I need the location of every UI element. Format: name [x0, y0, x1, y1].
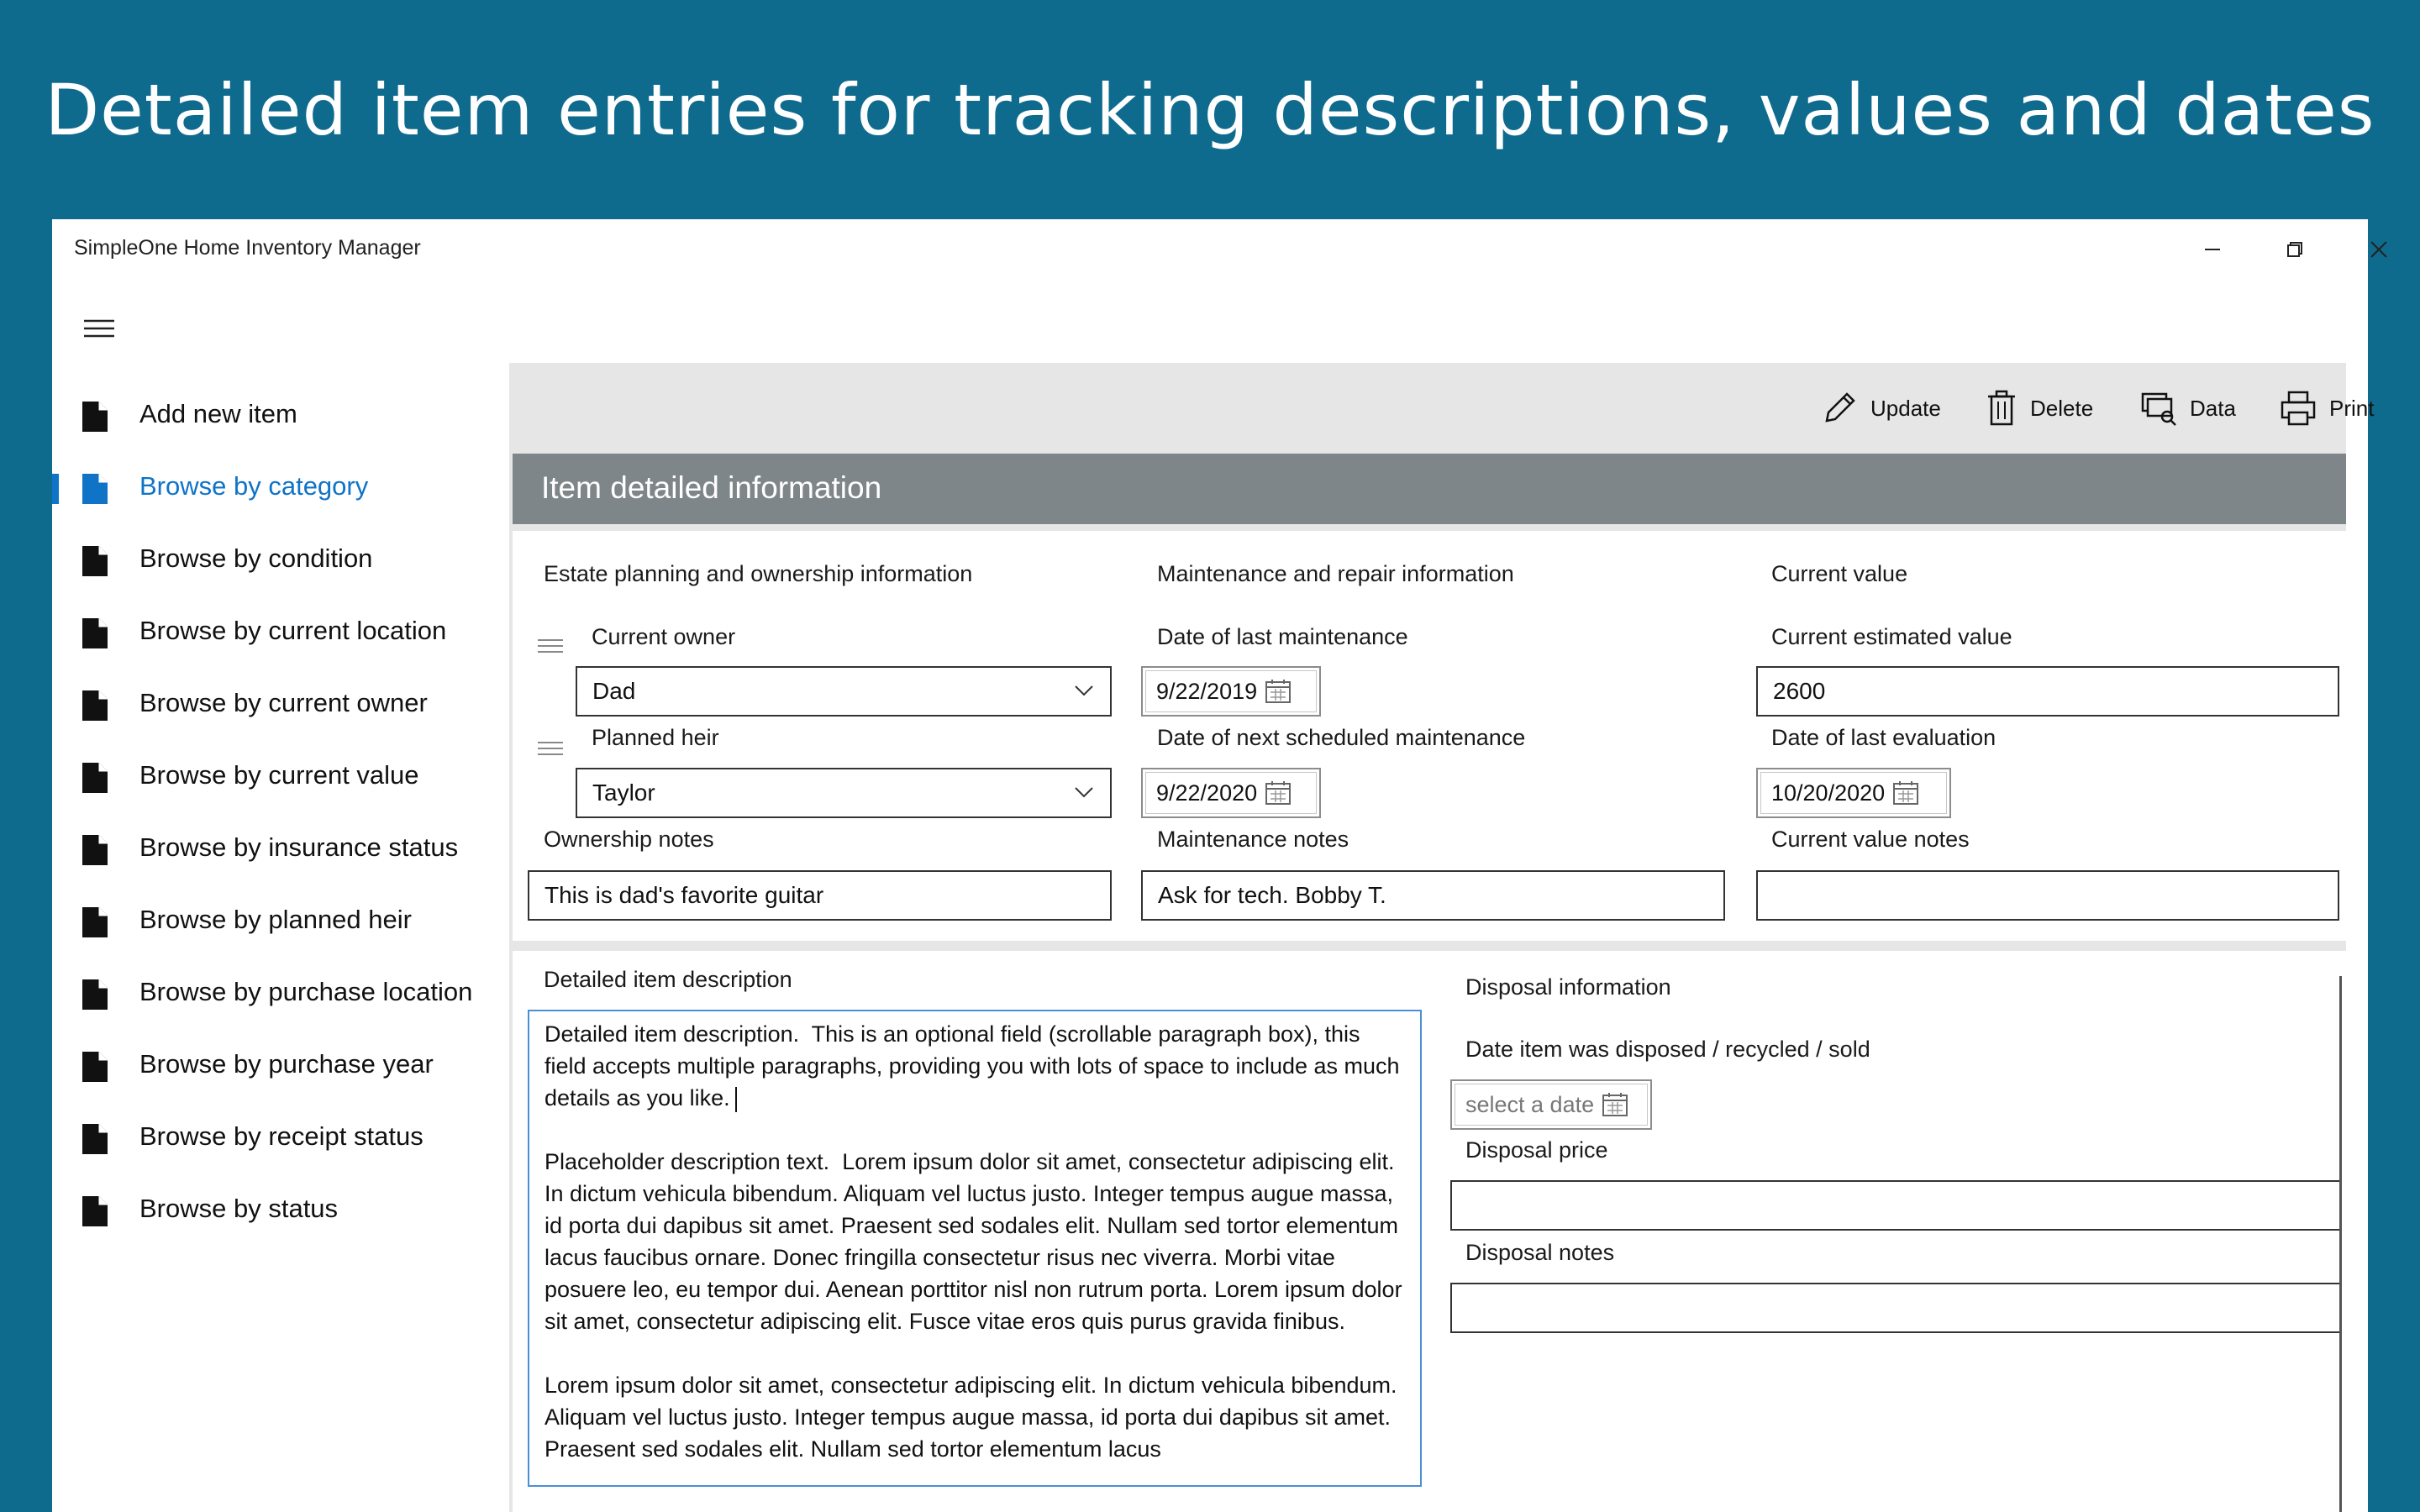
maintenance-notes-input[interactable]: Ask for tech. Bobby T.	[1141, 870, 1725, 921]
description-label: Detailed item description	[544, 967, 792, 992]
command-bar	[509, 363, 2375, 452]
document-icon	[82, 907, 108, 937]
estimated-value-label: Current estimated value	[1771, 624, 2012, 649]
sidebar-item-label: Browse by purchase location	[139, 977, 473, 1006]
document-icon	[82, 618, 108, 648]
disposal-date-placeholder: select a date	[1465, 1091, 1595, 1117]
document-icon	[82, 546, 108, 576]
hamburger-icon	[84, 318, 114, 339]
description-paragraph-text: Detailed item description. This is an optional field (scrollable paragraph box), this field accepts multiple paragraphs, providing you with lots of space to include as much details as you like.	[544, 1021, 1407, 1110]
sidebar-item-browse-by-purchase-location[interactable]	[52, 956, 506, 1028]
document-icon	[82, 1052, 108, 1082]
maintenance-notes-label: Maintenance notes	[1157, 827, 1349, 852]
current-owner-label: Current owner	[592, 624, 736, 649]
current-owner-value: Dad	[592, 678, 636, 704]
close-icon	[2370, 240, 2388, 259]
pencil-icon	[1820, 389, 1859, 428]
current-owner-dropdown[interactable]	[576, 666, 1112, 717]
scrollbar[interactable]	[2339, 976, 2342, 1512]
last-evaluation-value: 10/20/2020	[1771, 780, 1886, 806]
sidebar-item-label: Browse by current owner	[139, 688, 428, 717]
sidebar-item-browse-by-purchase-year[interactable]	[52, 1028, 506, 1100]
description-paragraph: Lorem ipsum dolor sit amet, consectetur adipiscing elit. In dictum vehicula bibendum. Aliquam vel luctus justo. Integer tempus augue massa, id porta dui dapibus sit amet. Praesent sed sodales elit. Nullam sed tortor elementum lacus	[544, 1373, 1402, 1462]
estimated-value-input[interactable]: 2600	[1756, 666, 2339, 717]
sidebar-item-browse-by-receipt-status[interactable]	[52, 1100, 506, 1173]
sidebar-item-label: Browse by purchase year	[139, 1049, 434, 1079]
disposal-heading: Disposal information	[1465, 974, 1671, 1000]
chevron-down-icon	[1075, 786, 1093, 798]
section-header	[513, 454, 2346, 524]
sidebar-item-browse-by-current-owner[interactable]	[52, 667, 506, 739]
delete-button[interactable]	[1985, 385, 2093, 432]
document-icon	[82, 835, 108, 865]
minimize-icon	[2203, 240, 2222, 259]
sidebar-item-label: Browse by current location	[139, 616, 447, 645]
disposal-date-label: Date item was disposed / recycled / sold	[1465, 1037, 1870, 1062]
menu-button[interactable]	[81, 310, 118, 347]
sidebar-item-browse-by-category[interactable]	[52, 450, 506, 522]
drag-handle-icon[interactable]	[538, 638, 563, 654]
disposal-price-input[interactable]	[1450, 1180, 2341, 1231]
sidebar-item-add-new-item[interactable]	[52, 378, 506, 450]
disposal-price-label: Disposal price	[1465, 1137, 1608, 1163]
planned-heir-dropdown[interactable]	[576, 768, 1112, 818]
print-label: Print	[2329, 395, 2375, 421]
restore-icon	[2286, 240, 2304, 259]
title-bar	[52, 219, 2368, 280]
sidebar-item-label: Browse by insurance status	[139, 832, 459, 862]
calendar-icon	[1893, 781, 1918, 805]
document-icon	[82, 1196, 108, 1226]
data-label: Data	[2190, 395, 2236, 421]
chevron-down-icon	[1075, 685, 1093, 696]
planned-heir-value: Taylor	[592, 780, 655, 806]
disposal-date-picker[interactable]	[1450, 1079, 1652, 1130]
update-button[interactable]	[1820, 385, 1941, 432]
description-paragraph	[544, 1018, 1405, 1114]
planned-heir-label: Planned heir	[592, 725, 719, 750]
drag-handle-icon[interactable]	[538, 740, 563, 757]
trash-icon	[1985, 389, 2018, 428]
maintenance-heading: Maintenance and repair information	[1157, 561, 1514, 586]
last-maintenance-value: 9/22/2019	[1156, 678, 1258, 704]
sidebar-item-browse-by-current-value[interactable]	[52, 739, 506, 811]
calendar-icon	[1602, 1093, 1628, 1116]
document-icon	[82, 979, 108, 1010]
sidebar-nav	[52, 378, 506, 1245]
text-caret	[735, 1087, 737, 1112]
update-label: Update	[1870, 395, 1941, 421]
estate-heading: Estate planning and ownership information	[544, 561, 973, 586]
sidebar-item-browse-by-condition[interactable]	[52, 522, 506, 595]
restore-button[interactable]	[2257, 226, 2333, 273]
promo-banner	[0, 0, 2420, 220]
sidebar-item-browse-by-status[interactable]	[52, 1173, 506, 1245]
document-icon	[82, 1124, 108, 1154]
document-icon	[82, 763, 108, 793]
document-icon	[82, 690, 108, 721]
disposal-notes-label: Disposal notes	[1465, 1240, 1615, 1265]
delete-label: Delete	[2030, 395, 2094, 421]
sidebar-item-label: Add new item	[139, 399, 297, 428]
last-evaluation-label: Date of last evaluation	[1771, 725, 1996, 750]
banner-headline: Detailed item entries for tracking descriptions, values and dates	[45, 69, 2375, 151]
next-maintenance-date-picker[interactable]	[1141, 768, 1321, 818]
sidebar-item-label: Browse by category	[139, 471, 369, 501]
description-textarea[interactable]	[528, 1010, 1422, 1487]
sidebar-item-label: Browse by current value	[139, 760, 419, 790]
close-button[interactable]	[2341, 226, 2417, 273]
minimize-button[interactable]	[2175, 226, 2250, 273]
app-window	[52, 219, 2375, 1512]
sidebar-item-browse-by-current-location[interactable]	[52, 595, 506, 667]
current-value-heading: Current value	[1771, 561, 1908, 586]
app-title: SimpleOne Home Inventory Manager	[74, 236, 421, 260]
sidebar-item-label: Browse by condition	[139, 543, 373, 573]
next-maintenance-value: 9/22/2020	[1156, 780, 1258, 806]
sidebar-item-label: Browse by status	[139, 1194, 339, 1223]
description-paragraph: Placeholder description text. Lorem ipsum dolor sit amet, consectetur adipiscing elit. In dictum vehicula bibendum. Aliquam vel luctus justo. Integer tempus augue massa, id porta dui dapibus sit amet. Praesent sed sodales elit. Nullam sed tortor elementum lacus faucibus ornare. Donec fringilla consectetur risus nec viverra. Morbi vitae posuere leo, eu tempor dui. Aenean porttitor nisl non rutrum porta. Lorem ipsum dolor sit amet, consectetur adipiscing elit. Fusce vitae eros quis purus gravida finibus.	[544, 1149, 1409, 1334]
next-maintenance-label: Date of next scheduled maintenance	[1157, 725, 1526, 750]
last-evaluation-date-picker[interactable]	[1756, 768, 1951, 818]
data-button[interactable]	[2139, 385, 2236, 432]
printer-icon	[2279, 389, 2317, 428]
current-value-notes-label: Current value notes	[1771, 827, 1970, 852]
last-maintenance-label: Date of last maintenance	[1157, 624, 1408, 649]
calendar-icon	[1265, 680, 1291, 703]
print-button[interactable]	[2279, 385, 2374, 432]
ownership-notes-input[interactable]: This is dad's favorite guitar	[528, 870, 1112, 921]
current-value-notes-input[interactable]	[1756, 870, 2339, 921]
sidebar-item-label: Browse by planned heir	[139, 905, 412, 934]
section-title: Item detailed information	[541, 470, 882, 505]
last-maintenance-date-picker[interactable]	[1141, 666, 1321, 717]
data-icon	[2139, 389, 2178, 428]
disposal-notes-input[interactable]	[1450, 1283, 2341, 1333]
sidebar-item-browse-by-planned-heir[interactable]	[52, 884, 506, 956]
sidebar-item-browse-by-insurance-status[interactable]	[52, 811, 506, 884]
ownership-notes-label: Ownership notes	[544, 827, 714, 852]
document-icon	[82, 474, 108, 504]
calendar-icon	[1265, 781, 1291, 805]
sidebar-item-label: Browse by receipt status	[139, 1121, 424, 1151]
document-icon	[82, 402, 108, 432]
